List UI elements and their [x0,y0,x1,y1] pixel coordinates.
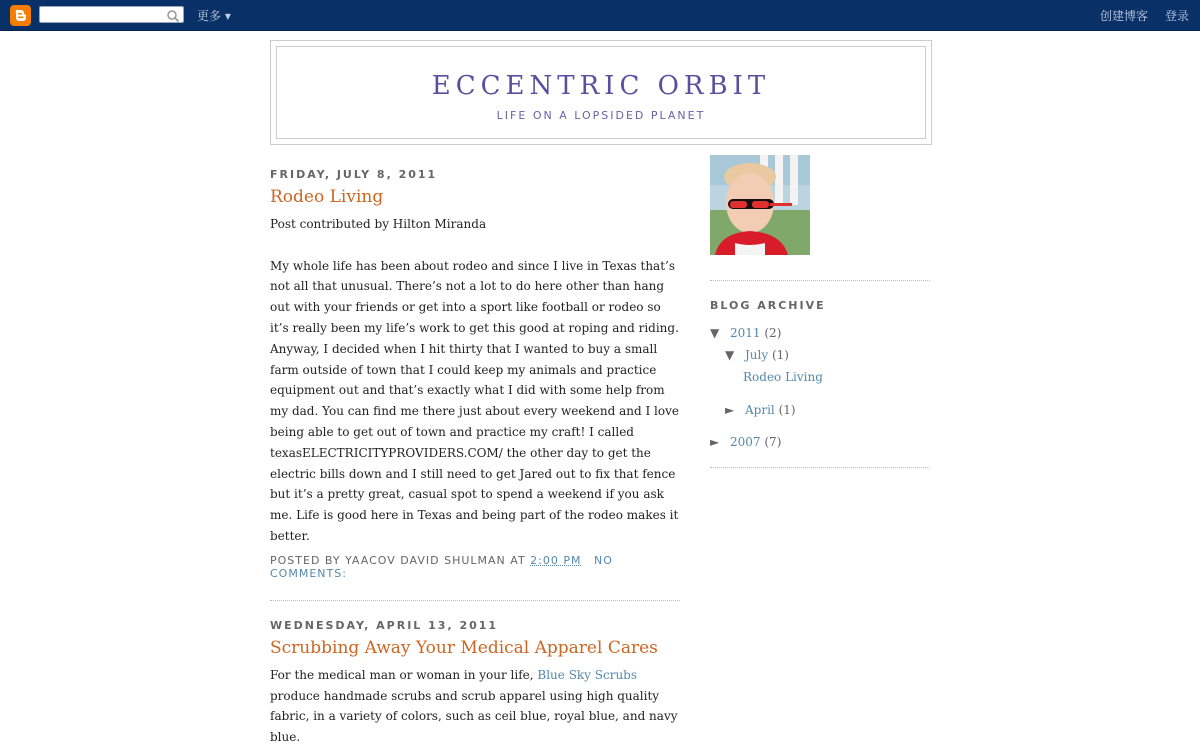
blog-header [270,40,932,145]
archive-year-link[interactable]: 2007 [730,435,761,449]
collapse-arrow-icon[interactable]: ▼ [725,348,735,362]
blog-title[interactable]: ECCENTRIC ORBIT [431,71,771,101]
archive-month-link[interactable]: July [745,348,769,362]
post-footer [270,554,680,580]
archive-post-item [710,366,930,388]
archive-count: (1) [771,348,789,362]
post [270,619,680,748]
more-menu-button[interactable]: 更多 ▾ [197,9,231,23]
collapse-arrow-icon[interactable]: ▼ [710,326,720,340]
archive-month-april [710,399,930,421]
post-date: WEDNESDAY, APRIL 13, 2011 [270,618,499,632]
post-title[interactable]: Rodeo Living [270,187,384,207]
archive-year-link[interactable]: 2011 [730,326,761,340]
archive-month-link[interactable]: April [745,403,775,417]
post [270,168,680,580]
expand-arrow-icon[interactable]: ► [725,403,735,417]
blog-header-inner [276,46,926,139]
post-byline: Post contributed by Hilton Miranda [270,217,487,231]
archive-month-july [710,344,930,366]
archive-count: (7) [764,435,782,449]
signin-link[interactable]: 登录 [1165,9,1190,23]
sidebar [710,155,930,486]
create-blog-link[interactable]: 创建博客 [1100,9,1149,23]
blog-archive-title: BLOG ARCHIVE [710,299,826,312]
post-text-end: produce handmade scrubs and scrub apparel using high quality fabric, in a variety of colors, such as ceil blue, royal blue, and navy blue. [270,688,678,745]
post-timestamp-link[interactable]: 2:00 PM [530,553,582,567]
sidebar-divider [710,280,930,281]
post-text: My whole life has been about rodeo and since I live in Texas that’s not all that unusual. There’s not a lot to do here other than hang out with your friends or get into a sport like football or rodeo so it’s really been my life’s work to get this good at roping and riding. Anyway, I decided when I hit thirty that I wanted to buy a small farm outside of town that I could keep my animals and practice equipment out and that’s exactly what I did with some help from my dad. You can find me there just about every weekend and I love being able to get out of town and practice my craft! I called texasELECTRICITYPROVIDERS.COM/ the other day to get the electric bills down and I still need to get Jared out to fix that fence but it’s a pretty great, casual spot to spend a weekend if you ask me. Life is good here in Texas and being part of the rodeo makes it better. [270,258,679,543]
navbar [0,0,1200,31]
post-title[interactable]: Scrubbing Away Your Medical Apparel Cares [270,637,658,658]
blue-sky-scrubs-link[interactable]: Blue Sky Scrubs [537,667,638,682]
profile-photo[interactable] [710,155,810,255]
search-input[interactable] [39,6,184,23]
comments-link[interactable]: NO COMMENTS: [270,553,613,580]
post-divider [270,600,680,601]
post-body [270,214,680,547]
blogger-logo-icon[interactable] [10,5,31,26]
archive-year-2011 [710,322,930,344]
archive-count: (2) [764,326,782,340]
post-date: FRIDAY, JULY 8, 2011 [270,168,438,181]
archive-count: (1) [778,403,796,417]
expand-arrow-icon[interactable]: ► [710,435,720,449]
search-icon[interactable] [166,8,180,22]
sidebar-divider [710,467,930,468]
post-body [270,665,680,748]
post-author: POSTED BY YAACOV DAVID SHULMAN AT [270,553,526,567]
archive-post-link[interactable]: Rodeo Living [743,370,823,384]
blog-description: LIFE ON A LOPSIDED PLANET [496,109,706,122]
archive-year-2007 [710,431,930,453]
post-text-start: For the medical man or woman in your life, [270,667,534,682]
main-column [270,168,680,748]
post-text [270,665,680,748]
